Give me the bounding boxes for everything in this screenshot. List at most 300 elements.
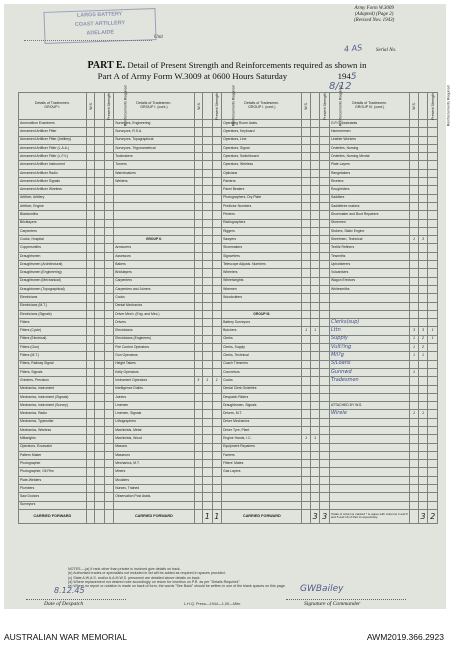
reinf-cell (212, 227, 222, 235)
present-cell (95, 178, 105, 186)
note-line: (e) Where no report or notation is made on back of form, the words "See Back" should be written in one of the blank spaces on this page. (68, 584, 286, 589)
trade-name-cell (114, 227, 194, 235)
ws-cell (86, 368, 94, 376)
handwritten-trade: Tradesmen (330, 376, 359, 383)
ws-cell (410, 451, 418, 459)
trade-name-cell: Linemen (114, 402, 194, 410)
trade-name-cell: Surveyors (19, 501, 87, 509)
trade-name-cell: Fitters, Railway Signal (19, 360, 87, 368)
reinf-cell (104, 244, 114, 252)
ws-cell (86, 327, 94, 335)
trade-name-cell (222, 476, 302, 484)
ws-cell (194, 302, 202, 310)
trade-name-cell: Printers (222, 211, 302, 219)
trade-name-cell: Operators, Keyboard (222, 128, 302, 136)
trade-name-cell: G.P.O. Assistants (329, 120, 409, 128)
archive-footer (0, 610, 450, 653)
reinf-cell (212, 252, 222, 260)
ws-cell (410, 261, 418, 269)
ws-cell (410, 302, 418, 310)
present-cell (95, 385, 105, 393)
note-line: (b) Authorised trades or specialists not included in list will be added as required in spaces provided. (68, 571, 226, 576)
ws-cell (302, 410, 310, 418)
ws-cell (86, 236, 94, 244)
table-body (19, 120, 438, 524)
trade-name-cell (329, 377, 409, 385)
reinf-cell (320, 352, 330, 360)
present-cell (95, 285, 105, 293)
ws-cell (410, 186, 418, 194)
present-cell: 3 (418, 236, 428, 244)
trade-name-cell (114, 194, 194, 202)
present-cell (310, 302, 320, 310)
present-cell (310, 418, 320, 426)
trade-name-cell (329, 501, 409, 509)
reinf-cell (320, 219, 330, 227)
ws-cell (410, 418, 418, 426)
ws-cell (194, 501, 202, 509)
ws-cell (194, 178, 202, 186)
trade-name-cell: Roughriders (329, 186, 409, 194)
present-cell (203, 468, 213, 476)
present-cell (95, 252, 105, 260)
trade-name-cell: GROUP III. (222, 310, 302, 318)
trade-name-cell: Carpenters (114, 277, 194, 285)
ws-cell (194, 285, 202, 293)
trade-name-cell: Linemen, Signals (114, 410, 194, 418)
ws-cell: 1 (410, 335, 418, 343)
reinf-cell (212, 120, 222, 128)
present-cell (310, 393, 320, 401)
details-title: Details of Tradesmen. (34, 101, 70, 106)
present-cell (95, 136, 105, 144)
trade-name-cell: Woodcutters (222, 294, 302, 302)
present-cell (310, 410, 320, 418)
table-row (19, 285, 438, 293)
carried-forward-cell (104, 509, 114, 523)
present-cell (95, 335, 105, 343)
reinf-cell (212, 435, 222, 443)
signature-line (286, 599, 406, 600)
present-cell (95, 120, 105, 128)
trade-name-cell: Operators, Excavator (19, 443, 87, 451)
trade-name-cell: Carpenters and Joiners (114, 285, 194, 293)
table-row (19, 169, 438, 177)
table-row (19, 443, 438, 451)
reinf-cell (104, 410, 114, 418)
reinf-cell (212, 161, 222, 169)
ws-cell (86, 211, 94, 219)
table-row (19, 426, 438, 434)
reinf-cell (212, 352, 222, 360)
ws-cell (302, 294, 310, 302)
reinf-title: Reinforcements Required (338, 85, 343, 127)
present-cell (418, 277, 428, 285)
trade-name-cell: Fitters (Electrical) (19, 335, 87, 343)
present-cell (203, 227, 213, 235)
trade-name-cell: Electricians (Signals) (19, 310, 87, 318)
reinf-cell (428, 236, 438, 244)
reinf-cell (320, 344, 330, 352)
carried-forward-row (19, 509, 438, 523)
ws-cell (194, 202, 202, 210)
trade-name-cell: Fitters (Cycle) (19, 327, 87, 335)
present-header (418, 92, 435, 120)
trade-name-cell: Armament Artificer Fitter (Artillery) (19, 136, 87, 144)
trade-name-cell: Armament Artificer Fitter (L.F.V.) (19, 153, 87, 161)
present-cell (418, 385, 428, 393)
table-row (19, 120, 438, 128)
ws-cell (86, 402, 94, 410)
ws-cell (194, 219, 202, 227)
present-cell (95, 211, 105, 219)
present-cell (310, 319, 320, 327)
group-title: GROUP I. (cont.) (248, 105, 276, 109)
ws-cell (86, 202, 94, 210)
present-cell (418, 120, 428, 128)
reinf-cell (212, 501, 222, 509)
reinf-cell (104, 368, 114, 376)
trade-name-cell: Operating Room Assts. (222, 120, 302, 128)
table-row (19, 501, 438, 509)
reinf-cell (320, 476, 330, 484)
ws-cell (194, 493, 202, 501)
present-cell (203, 443, 213, 451)
present-cell (310, 294, 320, 302)
ws-cell (302, 178, 310, 186)
reinf-cell (212, 368, 222, 376)
ws-cell (194, 393, 202, 401)
table-row (19, 435, 438, 443)
present-cell (203, 402, 213, 410)
trade-name-cell: Armourers (114, 244, 194, 252)
ws-cell (410, 178, 418, 186)
present-cell (418, 443, 428, 451)
present-cell (95, 476, 105, 484)
handwritten-trade: Supply (330, 335, 349, 342)
reinf-cell (428, 310, 438, 318)
details-header-1 (19, 93, 87, 120)
present-cell (203, 368, 213, 376)
trade-name-cell: Saw Doctors (19, 493, 87, 501)
present-cell (203, 327, 213, 335)
reinf-cell (104, 402, 114, 410)
year-prefix: 194 (337, 71, 351, 81)
reinf-cell (212, 476, 222, 484)
present-cell (418, 426, 428, 434)
ws-cell (410, 294, 418, 302)
reinf-cell (320, 493, 330, 501)
trade-name-cell: Toolmakers (114, 153, 194, 161)
reinf-cell (104, 310, 114, 318)
table-row (19, 319, 438, 327)
trade-name-cell: Rangetakers (329, 169, 409, 177)
trade-name-cell: Electricians (19, 294, 87, 302)
present-cell (203, 435, 213, 443)
reinf-cell (104, 377, 114, 385)
trade-name-cell: Draughtsmen (Architectural) (19, 261, 87, 269)
ws-cell (86, 302, 94, 310)
reinf-cell (320, 393, 330, 401)
reinf-cell (104, 144, 114, 152)
ws-cell (302, 377, 310, 385)
trade-name-cell (329, 460, 409, 468)
ws-cell (302, 501, 310, 509)
ws-cell (194, 252, 202, 260)
trade-name-cell: Sheetmen, Technical (329, 236, 409, 244)
ws-cell (302, 144, 310, 152)
handwritten-trade: S/Loans (330, 360, 351, 367)
table-row (19, 402, 438, 410)
present-cell (203, 269, 213, 277)
ws-cell (194, 319, 202, 327)
trade-name-cell (329, 310, 409, 318)
reinf-cell (104, 178, 114, 186)
ws-cell (410, 194, 418, 202)
table-row (19, 451, 438, 459)
present-cell (418, 144, 428, 152)
trade-name-cell: Draughtsmen (Mechanical) (19, 277, 87, 285)
trade-name-cell: Textile Refiners (329, 244, 409, 252)
present-cell (310, 451, 320, 459)
trade-name-cell (114, 211, 194, 219)
present-cell (310, 426, 320, 434)
handwritten-trade: Gunnwd (330, 368, 352, 375)
ws-cell (194, 352, 202, 360)
reinf-cell (320, 302, 330, 310)
ws-cell (410, 277, 418, 285)
trade-name-cell (222, 485, 302, 493)
reinf-cell (320, 451, 330, 459)
reinf-cell (320, 460, 330, 468)
present-cell (203, 178, 213, 186)
present-cell (95, 144, 105, 152)
trade-name-cell: Equipment Repairers (222, 443, 302, 451)
ws-cell (194, 360, 202, 368)
present-cell (95, 468, 105, 476)
present-cell (203, 385, 213, 393)
trade-name-cell: Fire Control Operators (114, 344, 194, 352)
trade-name-cell: Artificer, Artillery (19, 194, 87, 202)
ws-cell (86, 393, 94, 401)
reinf-cell (212, 277, 222, 285)
trade-name-cell: Cooks (114, 294, 194, 302)
table-row (19, 194, 438, 202)
reinf-cell (104, 269, 114, 277)
note-line: (c) State A.W.A.S. and/or A.A.M.W.S. personnel are detailed above details on back. (68, 575, 201, 580)
present-header (310, 92, 328, 120)
reinf-cell (428, 302, 438, 310)
reinf-cell (320, 377, 330, 385)
present-cell (310, 269, 320, 277)
present-cell (310, 211, 320, 219)
carried-forward-cell: 2 (428, 509, 438, 523)
unit-line (24, 40, 152, 41)
present-cell (310, 468, 320, 476)
trade-name-cell: Hammermen (329, 128, 409, 136)
present-cell (418, 435, 428, 443)
reinf-cell (320, 385, 330, 393)
present-cell (310, 277, 320, 285)
ws-cell (86, 261, 94, 269)
reinf-cell (428, 144, 438, 152)
present-cell (203, 485, 213, 493)
present-cell (310, 443, 320, 451)
present-cell (418, 451, 428, 459)
reinf-cell (104, 451, 114, 459)
reinf-cell (428, 169, 438, 177)
reinf-cell (428, 319, 438, 327)
reinf-cell (428, 178, 438, 186)
present-cell (418, 460, 428, 468)
present-cell (418, 161, 428, 169)
ws-cell (302, 402, 310, 410)
reinf-cell (104, 294, 114, 302)
ws-cell (86, 136, 94, 144)
reinf-cell (104, 161, 114, 169)
reinf-cell (104, 468, 114, 476)
reinf-cell (428, 352, 438, 360)
present-cell: 1 (203, 377, 213, 385)
reinf-cell (428, 368, 438, 376)
ws-cell (86, 335, 94, 343)
present-cell (203, 451, 213, 459)
trade-name-cell: Coach Trimmers (222, 360, 302, 368)
print-line: L.H.Q. Press—1944—1,00—Mitn. (184, 602, 242, 606)
stamp-line: COAST ARTILLERY (74, 20, 126, 28)
trade-name-cell: Cooks, Hospital (19, 236, 87, 244)
unit-label: Unit (154, 35, 163, 40)
ws-cell (302, 451, 310, 459)
present-cell (203, 360, 213, 368)
present-cell (418, 285, 428, 293)
present-cell (310, 377, 320, 385)
trade-name-cell: Draughtsmen (Engineering) (19, 269, 87, 277)
present-title: Present Strength. (323, 92, 328, 120)
ws-cell (410, 310, 418, 318)
reinf-cell (320, 360, 330, 368)
reinf-cell (104, 476, 114, 484)
present-cell (203, 261, 213, 269)
trade-name-cell (114, 202, 194, 210)
ws-cell (302, 261, 310, 269)
present-cell (310, 202, 320, 210)
trade-name-cell: Draughtsmen (Topographical) (19, 285, 87, 293)
table-row (19, 393, 438, 401)
reinf-cell (212, 144, 222, 152)
reinf-cell (428, 161, 438, 169)
present-cell (95, 261, 105, 269)
present-cell (203, 393, 213, 401)
reinf-cell (320, 277, 330, 285)
ws-cell (410, 476, 418, 484)
trade-name-cell: Moulders (114, 476, 194, 484)
present-cell (310, 169, 320, 177)
reinf-cell (428, 128, 438, 136)
ws-cell (194, 194, 202, 202)
ws-cell: 3 (410, 327, 418, 335)
present-cell (95, 493, 105, 501)
ws-cell (194, 277, 202, 285)
present-cell (310, 186, 320, 194)
carried-forward-cell: 3 (310, 509, 320, 523)
group-title: GROUP I. (44, 105, 61, 109)
reinf-cell (320, 261, 330, 269)
present-cell (310, 285, 320, 293)
trade-name-cell: Gun Operators (114, 352, 194, 360)
present-cell (418, 178, 428, 186)
trade-name-cell: Fitters' Mates (222, 460, 302, 468)
reinf-cell (104, 227, 114, 235)
present-cell (95, 418, 105, 426)
form-title (18, 60, 436, 83)
ws-title: W.S. (196, 102, 201, 110)
present-cell (310, 136, 320, 144)
table-row (19, 310, 438, 318)
present-cell (310, 310, 320, 318)
table-row (19, 385, 438, 393)
reinf-cell (212, 169, 222, 177)
trade-name-cell: Signwriters (222, 252, 302, 260)
trade-name-cell: Fitters (Gun) (19, 344, 87, 352)
present-cell (95, 161, 105, 169)
trade-name-cell: Armament Artificer Signals (19, 178, 87, 186)
trade-name-cell: Draughtsmen, Signals (222, 402, 302, 410)
ws-cell (86, 435, 94, 443)
trade-name-cell (329, 335, 409, 343)
ws-header (302, 93, 310, 120)
ws-cell (86, 294, 94, 302)
ws-cell (86, 476, 94, 484)
present-cell (95, 327, 105, 335)
trade-name-cell: Carpenters (19, 227, 87, 235)
reinf-cell (212, 426, 222, 434)
trade-name-cell (222, 501, 302, 509)
reinf-cell (104, 211, 114, 219)
reinf-cell (428, 485, 438, 493)
details-title: Details of Tradesmen. (136, 101, 172, 106)
trade-name-cell: Driver Mech. (Eng. and Mec.) (114, 310, 194, 318)
present-cell (203, 252, 213, 260)
reinf-cell (104, 153, 114, 161)
ws-cell (194, 186, 202, 194)
ws-cell (302, 236, 310, 244)
reinf-cell (428, 261, 438, 269)
ws-cell (86, 227, 94, 235)
ws-cell (86, 385, 94, 393)
present-cell (310, 501, 320, 509)
carried-forward-label: CARRIED FORWARD (114, 509, 194, 523)
trade-name-cell: Driver Tyre, Plant (222, 426, 302, 434)
ws-cell (86, 161, 94, 169)
handwritten-trade: Lttn (330, 327, 341, 334)
ws-cell (194, 451, 202, 459)
reinf-cell (428, 136, 438, 144)
despatch-label: Date of Despatch (44, 601, 84, 607)
trade-name-cell: Armament Artificer Wireless (19, 186, 87, 194)
trade-name-cell: Mechanics, M.T. (114, 460, 194, 468)
ws-cell (194, 269, 202, 277)
present-cell: 1 (418, 410, 428, 418)
reinf-cell (428, 451, 438, 459)
ws-cell (410, 402, 418, 410)
reinf-cell (104, 219, 114, 227)
reinf-cell (320, 136, 330, 144)
ws-cell (86, 120, 94, 128)
present-cell (203, 153, 213, 161)
table-row (19, 476, 438, 484)
ws-cell (410, 460, 418, 468)
